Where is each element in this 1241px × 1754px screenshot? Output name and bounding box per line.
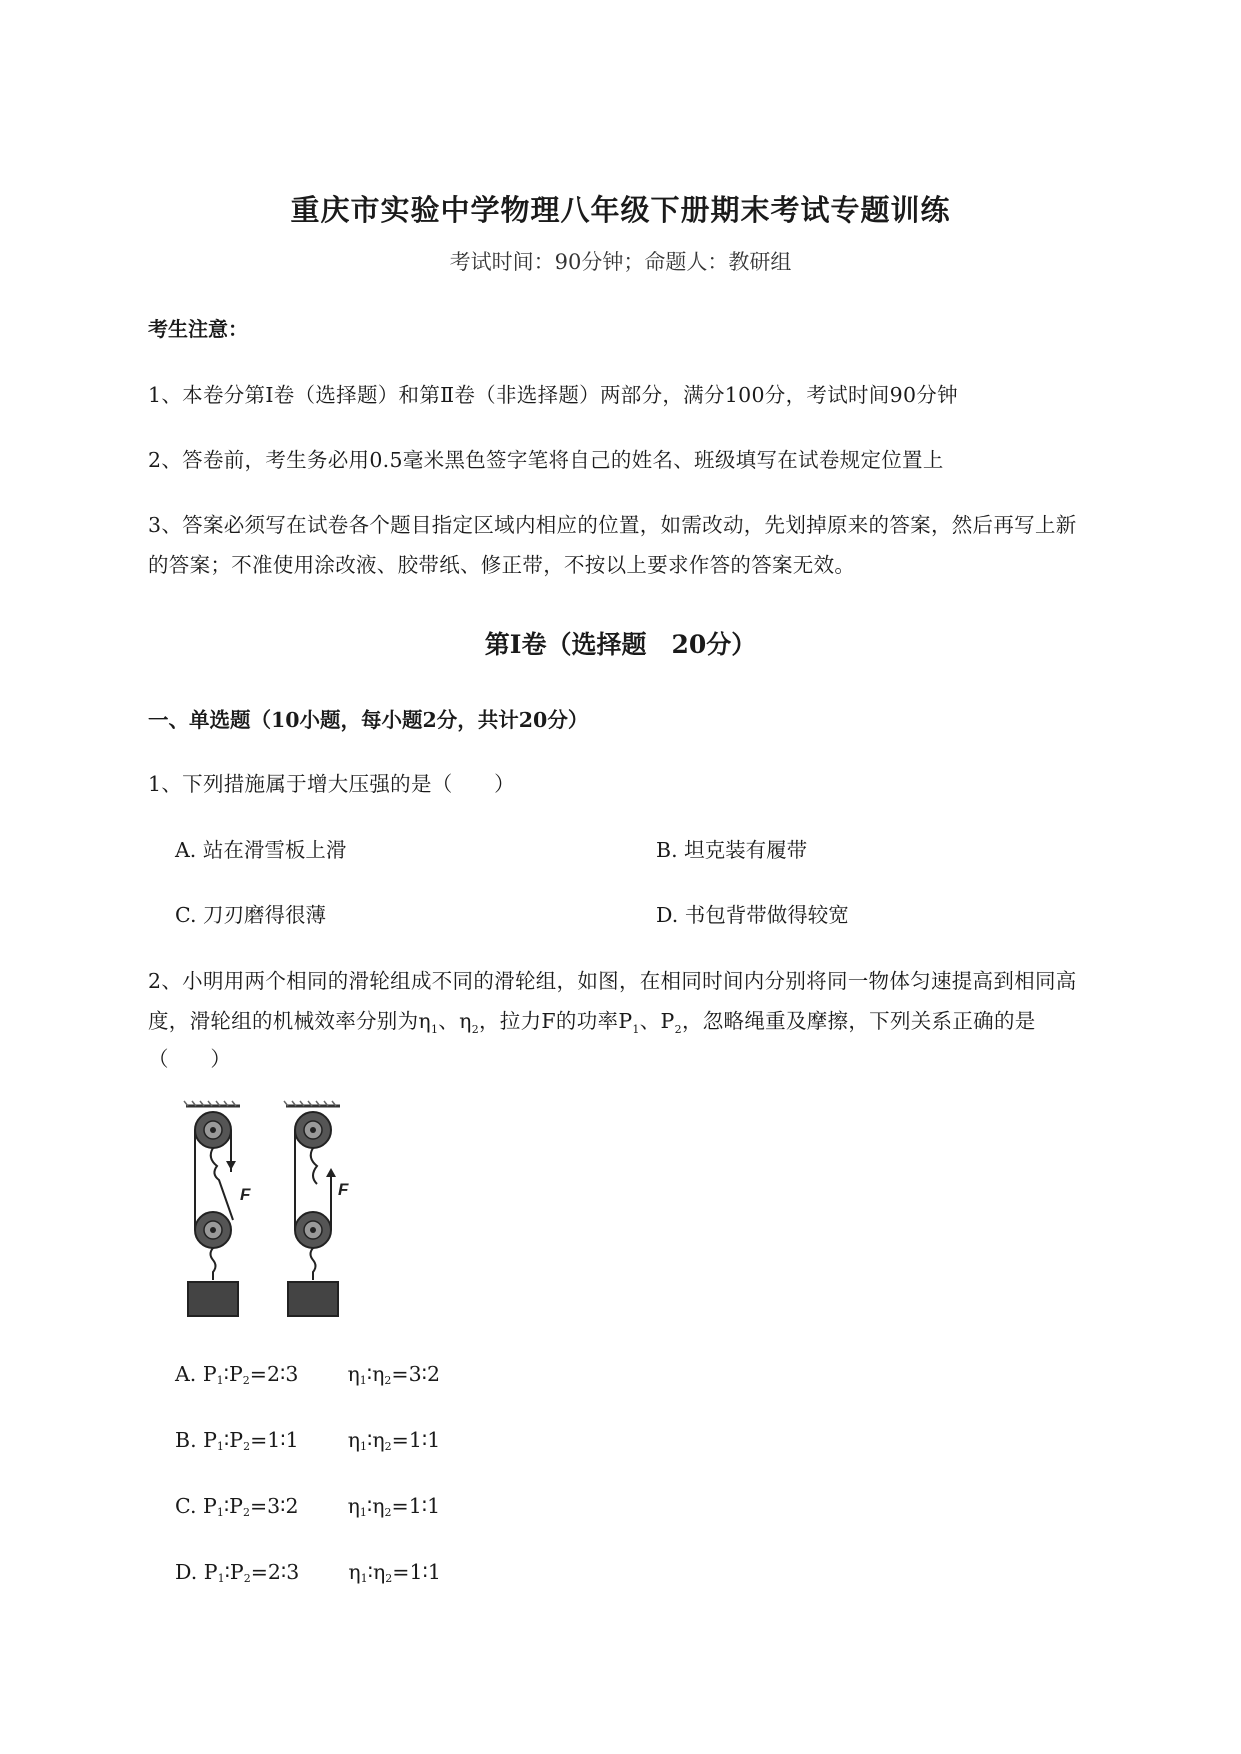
ratio-value: =1∶1	[391, 1494, 441, 1518]
ratio-sep: ∶P	[223, 1494, 243, 1518]
q2-option-d[interactable]	[175, 1560, 441, 1585]
ratio-sep: ∶η	[367, 1560, 386, 1584]
power-symbol: P	[202, 1362, 217, 1386]
notice-item-2: 2、答卷前，考生务必用0.5毫米黑色签字笔将自己的姓名、班级填写在试卷规定位置上	[148, 448, 944, 472]
option-letter: D.	[175, 1560, 198, 1584]
subscript: 1	[360, 1572, 368, 1585]
notice-item-1: 1、本卷分第I卷（选择题）和第Ⅱ卷（非选择题）两部分，满分100分，考试时间90分钟	[148, 383, 958, 407]
subscript: 2	[243, 1572, 251, 1585]
subscript: 2	[384, 1506, 392, 1519]
part-heading: 一、单选题（10小题，每小题2分，共计20分）	[148, 708, 589, 732]
option-letter: C.	[175, 1494, 197, 1518]
power-symbol: P	[203, 1560, 218, 1584]
power-symbol: P	[203, 1428, 217, 1452]
subscript: 2	[384, 1440, 392, 1453]
page-title: 重庆市实验中学物理八年级下册期末考试专题训练	[290, 193, 951, 227]
subscript: 1	[216, 1374, 224, 1387]
subscript: 1	[217, 1572, 225, 1585]
question-2-stem-line3: （ ）	[148, 1047, 232, 1071]
notice-heading: 考生注意：	[148, 317, 248, 341]
q2-option-a[interactable]	[175, 1362, 440, 1387]
subscript: 1	[430, 1023, 439, 1037]
ratio-sep: ∶P	[223, 1428, 244, 1452]
subscript: 2	[242, 1506, 250, 1519]
subscript: 2	[385, 1572, 393, 1585]
ratio-value: =3∶2	[249, 1494, 299, 1518]
ratio-value: =1∶1	[391, 1428, 441, 1452]
power-symbol: P	[203, 1494, 217, 1518]
force-label: F	[338, 1180, 349, 1199]
ratio-value: =2∶3	[249, 1362, 299, 1386]
q1-option-a[interactable]: A. 站在滑雪板上滑	[175, 838, 347, 862]
eta-symbol: η	[347, 1494, 360, 1518]
subscript: 2	[674, 1023, 682, 1037]
ratio-sep: ∶P	[223, 1362, 243, 1386]
ratio-sep: ∶η	[366, 1362, 385, 1386]
subscript: 2	[243, 1440, 251, 1453]
question-2-stem-line1: 2、小明用两个相同的滑轮组成不同的滑轮组，如图，在相同时间内分别将同一物体匀速提高到相同高	[148, 969, 1077, 993]
q1-option-b[interactable]: B. 坦克装有履带	[656, 838, 808, 862]
ratio-value: =1∶1	[250, 1428, 299, 1452]
ratio-value: =2∶3	[250, 1560, 300, 1584]
pulley-right	[284, 1101, 349, 1316]
subscript: 1	[632, 1023, 640, 1037]
option-letter: B.	[175, 1428, 197, 1452]
subscript: 1	[216, 1506, 224, 1519]
subscript: 2	[242, 1374, 250, 1387]
stem-text: 、η	[438, 1009, 472, 1033]
q1-option-c[interactable]: C. 刀刃磨得很薄	[175, 903, 326, 927]
stem-text: 、P	[639, 1009, 675, 1033]
subscript: 1	[359, 1506, 367, 1519]
option-letter: A.	[175, 1362, 197, 1386]
subscript: 1	[360, 1440, 368, 1453]
question-1-stem: 1、下列措施属于增大压强的是（ ）	[148, 772, 515, 796]
eta-symbol: η	[347, 1428, 361, 1452]
subscript: 1	[359, 1374, 367, 1387]
pulley-system-figure	[178, 1100, 378, 1340]
subscript: 1	[216, 1440, 224, 1453]
subscript: 2	[471, 1023, 479, 1037]
stem-text: ，拉力F的功率P	[479, 1009, 633, 1033]
notice-item-3: 3、答案必须写在试卷各个题目指定区域内相应的位置，如需改动，先划掉原来的答案，然后再写上新	[148, 513, 1077, 537]
ratio-value: =3∶2	[391, 1362, 440, 1386]
pulley-left	[184, 1101, 251, 1316]
ratio-sep: ∶η	[366, 1494, 385, 1518]
eta-symbol: η	[347, 1362, 360, 1386]
ratio-sep: ∶P	[224, 1560, 244, 1584]
eta-symbol: η	[348, 1560, 361, 1584]
q2-option-b[interactable]	[175, 1428, 440, 1453]
question-2-stem-line2	[148, 1004, 1036, 1036]
stem-text: 度，滑轮组的机械效率分别为η	[148, 1009, 431, 1033]
q2-option-c[interactable]	[175, 1494, 440, 1519]
section-title: 第I卷（选择题 20分）	[484, 630, 757, 659]
subscript: 2	[384, 1374, 392, 1387]
ratio-sep: ∶η	[367, 1428, 385, 1452]
stem-text: ，忽略绳重及摩擦，下列关系正确的是	[681, 1009, 1036, 1033]
force-label: F	[240, 1185, 251, 1204]
notice-item-3-cont: 的答案；不准使用涂改液、胶带纸、修正带，不按以上要求作答的答案无效。	[148, 553, 856, 577]
exam-info: 考试时间：90分钟；命题人：教研组	[449, 250, 792, 274]
q1-option-d[interactable]: D. 书包背带做得较宽	[656, 903, 849, 927]
ratio-value: =1∶1	[392, 1560, 441, 1584]
